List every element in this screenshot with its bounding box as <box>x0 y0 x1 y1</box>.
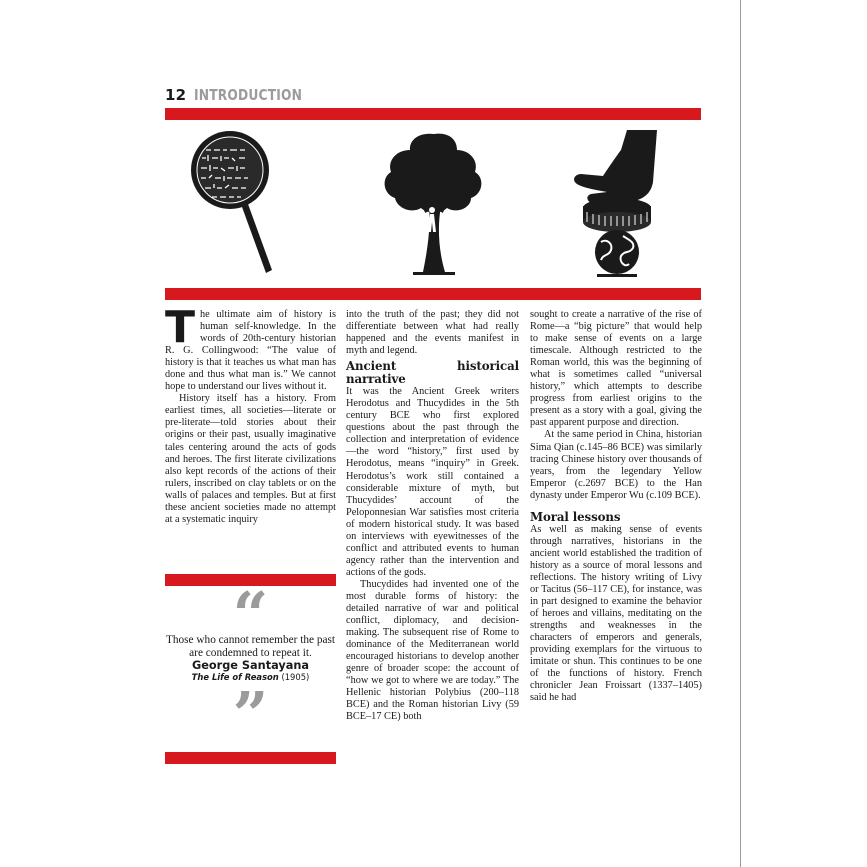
tree-figure-icon <box>379 128 489 278</box>
quote-source <box>165 672 336 682</box>
page-number: 12 <box>165 86 187 104</box>
text-column-2 <box>346 309 519 724</box>
section-title: INTRODUCTION <box>194 86 303 104</box>
section-heading: Moral lessons <box>530 509 621 524</box>
text-column-3 <box>530 309 702 704</box>
section-heading: Ancient historical narrative <box>346 359 519 387</box>
page-edge-line <box>740 0 741 867</box>
body-paragraph: At the same period in China, historian Sima Qian (c.145–86 BCE) was similarly tracing Chinese history over thousands of years, from the legendary Yellow Emperor (c.2697 BCE) to the Han dynasty under Emperor Wu (c.109 BCE). <box>530 429 702 501</box>
quote-top-red-rule <box>165 574 336 586</box>
body-paragraph: into the truth of the past; they did not differentiate between what had really happened and the events manifest in myth and legend. <box>346 309 519 357</box>
text-column-1 <box>165 302 336 526</box>
body-paragraph: Thucydides had invented one of the most durable forms of history: the detailed narrative of war and political conflict, diplomacy, and decision-making. The subsequent rise of Rome to dominance of the Mediterranean world encouraged historians to develop another genre of broader scope: the account of “how we got to where we are today.” The Hellenic historian Polybius (200–118 BCE) and the Roman historian Livy (59 BCE–17 CE) both <box>346 578 519 723</box>
top-red-rule <box>165 108 701 120</box>
close-quote-mark: ” <box>232 690 269 730</box>
running-header <box>165 86 326 104</box>
body-paragraph: As well as making sense of events through narratives, historians in the ancient world established the tradition of history as a source of moral lessons and reflections. The history writing of Livy or Tacitus (56–117 CE), for instance, was in part designed to examine the behavior of heroes and villains, meditating on the strengths and weaknesses in the characters of emperors and generals, providing exemplars for the virtuous to imitate or shun. This continues to be one of the functions of history. French chronicler Jean Froissart (1337–1405) said he had <box>530 523 702 704</box>
illustration-bottom-red-rule <box>165 288 701 300</box>
quote-source-year: (1905) <box>281 672 310 682</box>
magnifying-glass-tablet-icon <box>190 128 280 278</box>
body-paragraph: sought to create a narrative of the rise of Rome—a “big picture” that would help to make sense of events on a large timescale. Although restricted to the Roman world, this was the beginning of what is sometimes called “universal history,” which attempts to describe progress from earliest origins to the present as a story with a goal, giving the past apparent purpose and direction. <box>530 309 702 429</box>
body-paragraph: It was the Ancient Greek writers Herodotus and Thucydides in the 5th century BCE who first explored questions about the past through the collection and interpretation of evidence—the word “history,” first used by Herodotus, means “inquiry” in Greek. Herodotus’s work still contained a considerable mixture of myth, but Thucydides’ account of the Peloponnesian War satisfies most criteria of modern historical study. It was based on interviews with eyewitnesses of the conflict and attributed events to human agency rather than the intervention and actions of the gods. <box>346 386 519 578</box>
pull-quote <box>165 590 336 730</box>
quote-author: George Santayana <box>191 659 310 672</box>
quote-text: Those who cannot remember the past are condemned to repeat it. <box>165 634 336 659</box>
open-quote-mark: “ <box>232 590 269 630</box>
quote-source-title: The Life of Reason <box>191 672 279 682</box>
drop-cap: T <box>165 302 196 353</box>
body-paragraph: History itself has a history. From earliest times, all societies—literate or pre-literate—told stories about their origins or their past, usually imaginative tales centering around the acts of gods and heroes. The first literate civilizations also kept records of the actions of their rulers, inscribed on clay tablets or on the walls of palaces and temples. But at first these ancient societies made no attempt at a systematic inquiry <box>165 393 336 525</box>
hand-globe-icon <box>563 128 673 278</box>
quote-bottom-red-rule <box>165 752 336 764</box>
body-paragraph: he ultimate aim of history is human self-knowledge. In the words of 20th-century historian R. G. Collingwood: “The value of history is that it teaches us what man has done and thus what man is.” We cannot hope to understand our lives without it. <box>165 309 336 393</box>
